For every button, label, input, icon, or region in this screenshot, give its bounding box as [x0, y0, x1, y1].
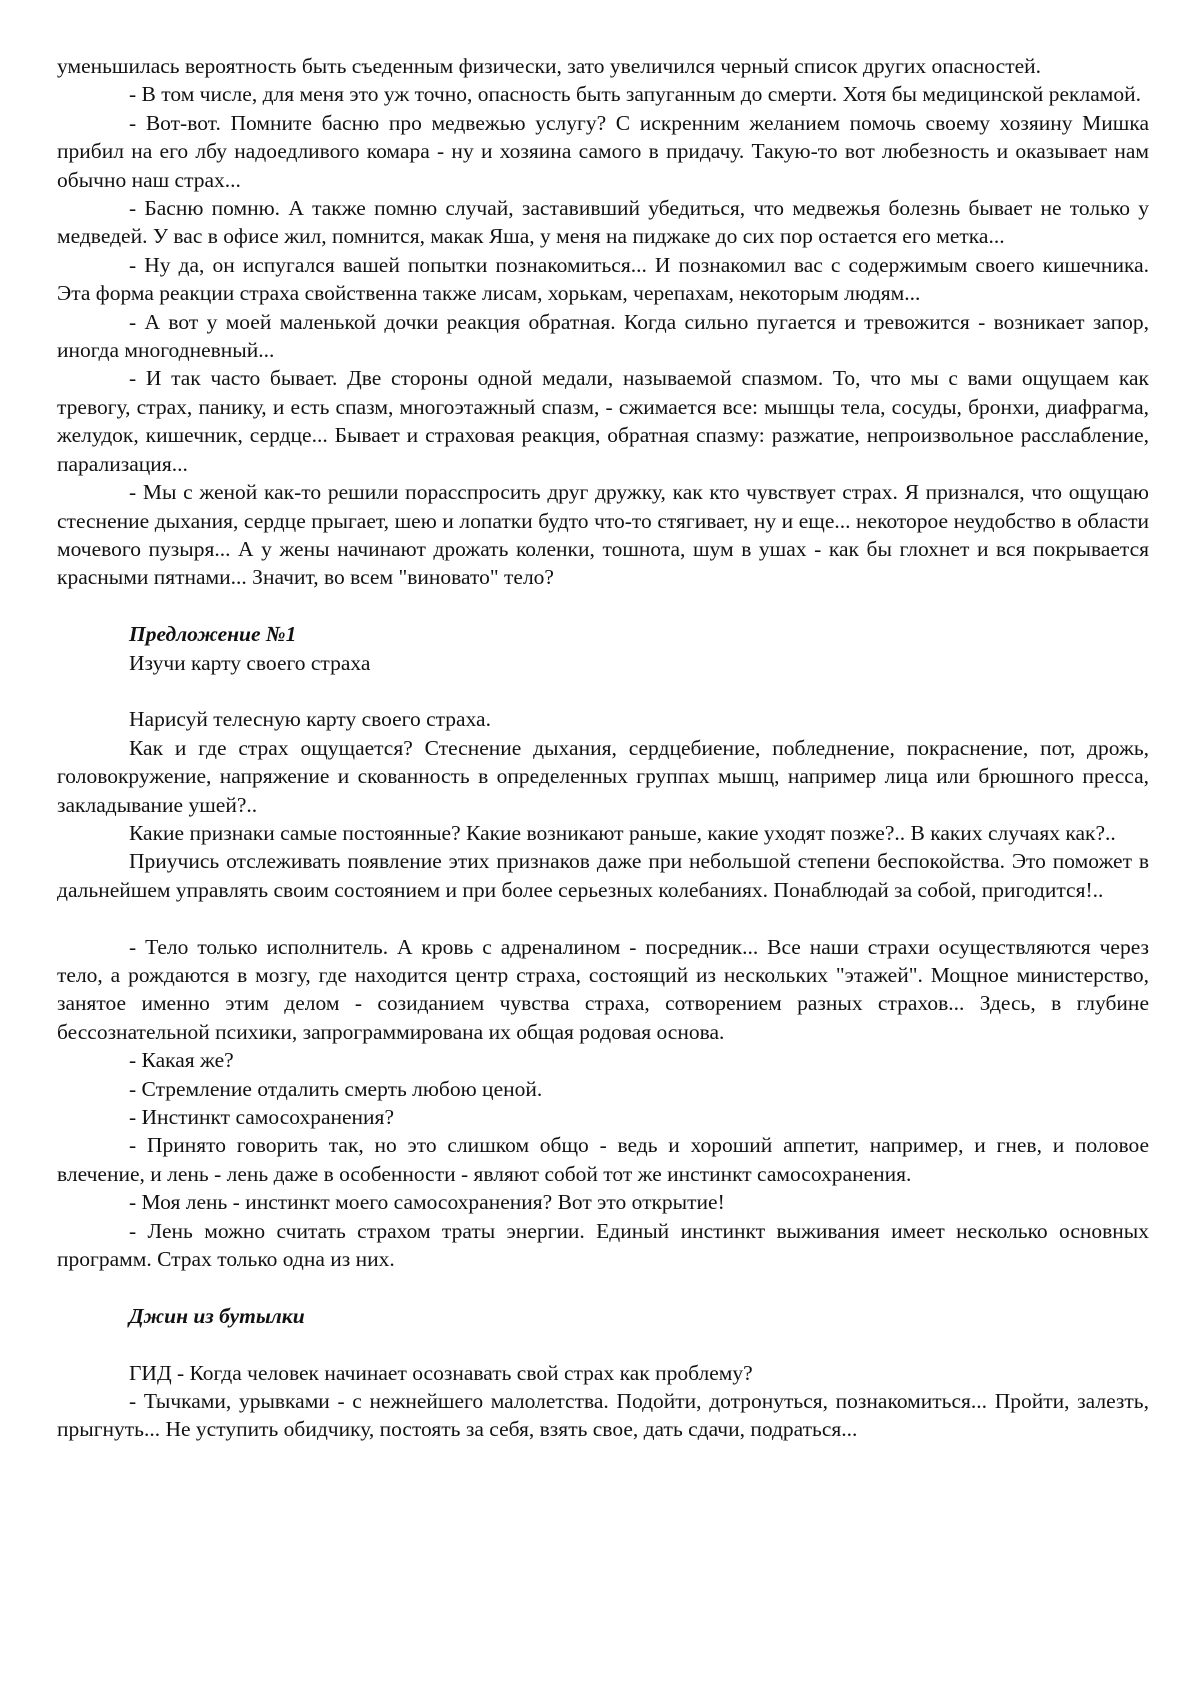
paragraph: - Тычками, урывками - с нежнейшего малолетства. Подойти, дотронуться, познакомиться... Пройти, залезть, прыгнуть... Не уступить обидчику, постоять за себя, взять свое, дать сдачи, подраться...	[57, 1389, 1149, 1442]
paragraph: - Лень можно считать страхом траты энергии. Единый инстинкт выживания имеет несколько основных программ. Страх только одна из них.	[57, 1218, 1149, 1272]
paragraph: - А вот у моей маленькой дочки реакция обратная. Когда сильно пугается и тревожится - возникает запор, иногда многодневный...	[57, 309, 1149, 363]
paragraph: - В том числе, для меня это уж точно, опасность быть запуганным до смерти. Хотя бы медицинской рекламой.	[129, 82, 1141, 107]
spacer	[57, 1273, 1149, 1301]
paragraph: - Мы с женой как-то решили порасспросить друг дружку, как кто чувствует страх. Я признался, что ощущаю стеснение дыхания, сердце прыгает, шею и лопатки будто что-то стягивает, ну и еще... некоторое неудобство в области мочевого пузыря... А у жены начинают дрожать коленки, тошнота, шум в ушах - как бы глохнет и вся покрывается красными пятнами... Значит, во всем "виновато" тело?	[57, 480, 1149, 590]
spacer	[57, 677, 1149, 705]
spacer	[57, 592, 1149, 620]
paragraph: Приучись отслеживать появление этих признаков даже при небольшой степени беспокойства. Это поможет в дальнейшем управлять своим состоянием и при более серьезных колебаниях. Понаблюдай за собой, пригодится!..	[57, 849, 1149, 902]
paragraph: ГИД - Когда человек начинает осознавать свой страх как проблему?	[129, 1360, 753, 1385]
paragraph: Как и где страх ощущается? Стеснение дыхания, сердцебиение, побледнение, покраснение, пот, дрожь, головокружение, напряжение и скованность в определенных группах мышц, например лица или брюшного пресса, закладывание ушей?..	[57, 735, 1149, 817]
paragraph: - Принято говорить так, но это слишком общо - ведь и хороший аппетит, например, и гнев, и половое влечение, и лень - лень даже в особенности - являют собой тот же инстинкт самосохранения.	[57, 1133, 1149, 1186]
section-subtitle: Изучи карту своего страха	[129, 650, 371, 675]
paragraph: - Ну да, он испугался вашей попытки познакомиться... И познакомил вас с содержимым своего кишечника. Эта форма реакции страха свойственна также лисам, хорькам, черепахам, некоторым людям...	[57, 252, 1149, 306]
spacer	[57, 904, 1149, 932]
paragraph: - Инстинкт самосохранения?	[129, 1104, 394, 1129]
section-heading: Джин из бутылки	[129, 1303, 305, 1328]
section-heading: Предложение №1	[129, 622, 297, 647]
paragraph: Какие признаки самые постоянные? Какие возникают раньше, какие уходят позже?.. В каких случаях как?..	[129, 820, 1116, 845]
paragraph: - Стремление отдалить смерть любою ценой.	[129, 1076, 543, 1101]
paragraph: - Моя лень - инстинкт моего самосохранения? Вот это открытие!	[129, 1190, 725, 1215]
paragraph: - Вот-вот. Помните басню про медвежью услугу? С искренним желанием помочь своему хозяину Мишка прибил на его лбу надоедливого комара - ну и хозяина самого в придачу. Такую-то вот любезность и оказывает нам обычно наш страх...	[57, 110, 1149, 192]
spacer	[57, 1330, 1149, 1358]
paragraph: уменьшилась вероятность быть съеденным физически, зато увеличился черный список других опасностей.	[57, 54, 1042, 78]
paragraph: - И так часто бывает. Две стороны одной медали, называемой спазмом. То, что мы с вами ощущаем как тревогу, страх, панику, и есть спазм, многоэтажный спазм, - сжимается все: мышцы тела, сосуды, бронхи, диафрагма, желудок, кишечник, сердце... Бывает и страховая реакция, обратная спазму: разжатие, непроизвольное расслабление, парализация...	[57, 366, 1149, 476]
paragraph: - Тело только исполнитель. А кровь с адреналином - посредник... Все наши страхи осуществляются через тело, а рождаются в мозгу, где находится центр страха, состоящий из нескольких "этажей". Мощное министерство, занятое именно этим делом - созиданием чувства страха, сотворением разных страхов... Здесь, в глубине бессознательной психики, запрограммирована их общая родовая основа.	[57, 934, 1149, 1044]
paragraph: Нарисуй телесную карту своего страха.	[129, 707, 491, 732]
paragraph: - Какая же?	[129, 1048, 234, 1073]
document-page	[57, 52, 1149, 1444]
paragraph: - Басню помню. А также помню случай, заставивший убедиться, что медвежья болезнь бывает не только у медведей. У вас в офисе жил, помнится, макак Яша, у меня на пиджаке до сих пор остается его метка...	[57, 196, 1149, 249]
